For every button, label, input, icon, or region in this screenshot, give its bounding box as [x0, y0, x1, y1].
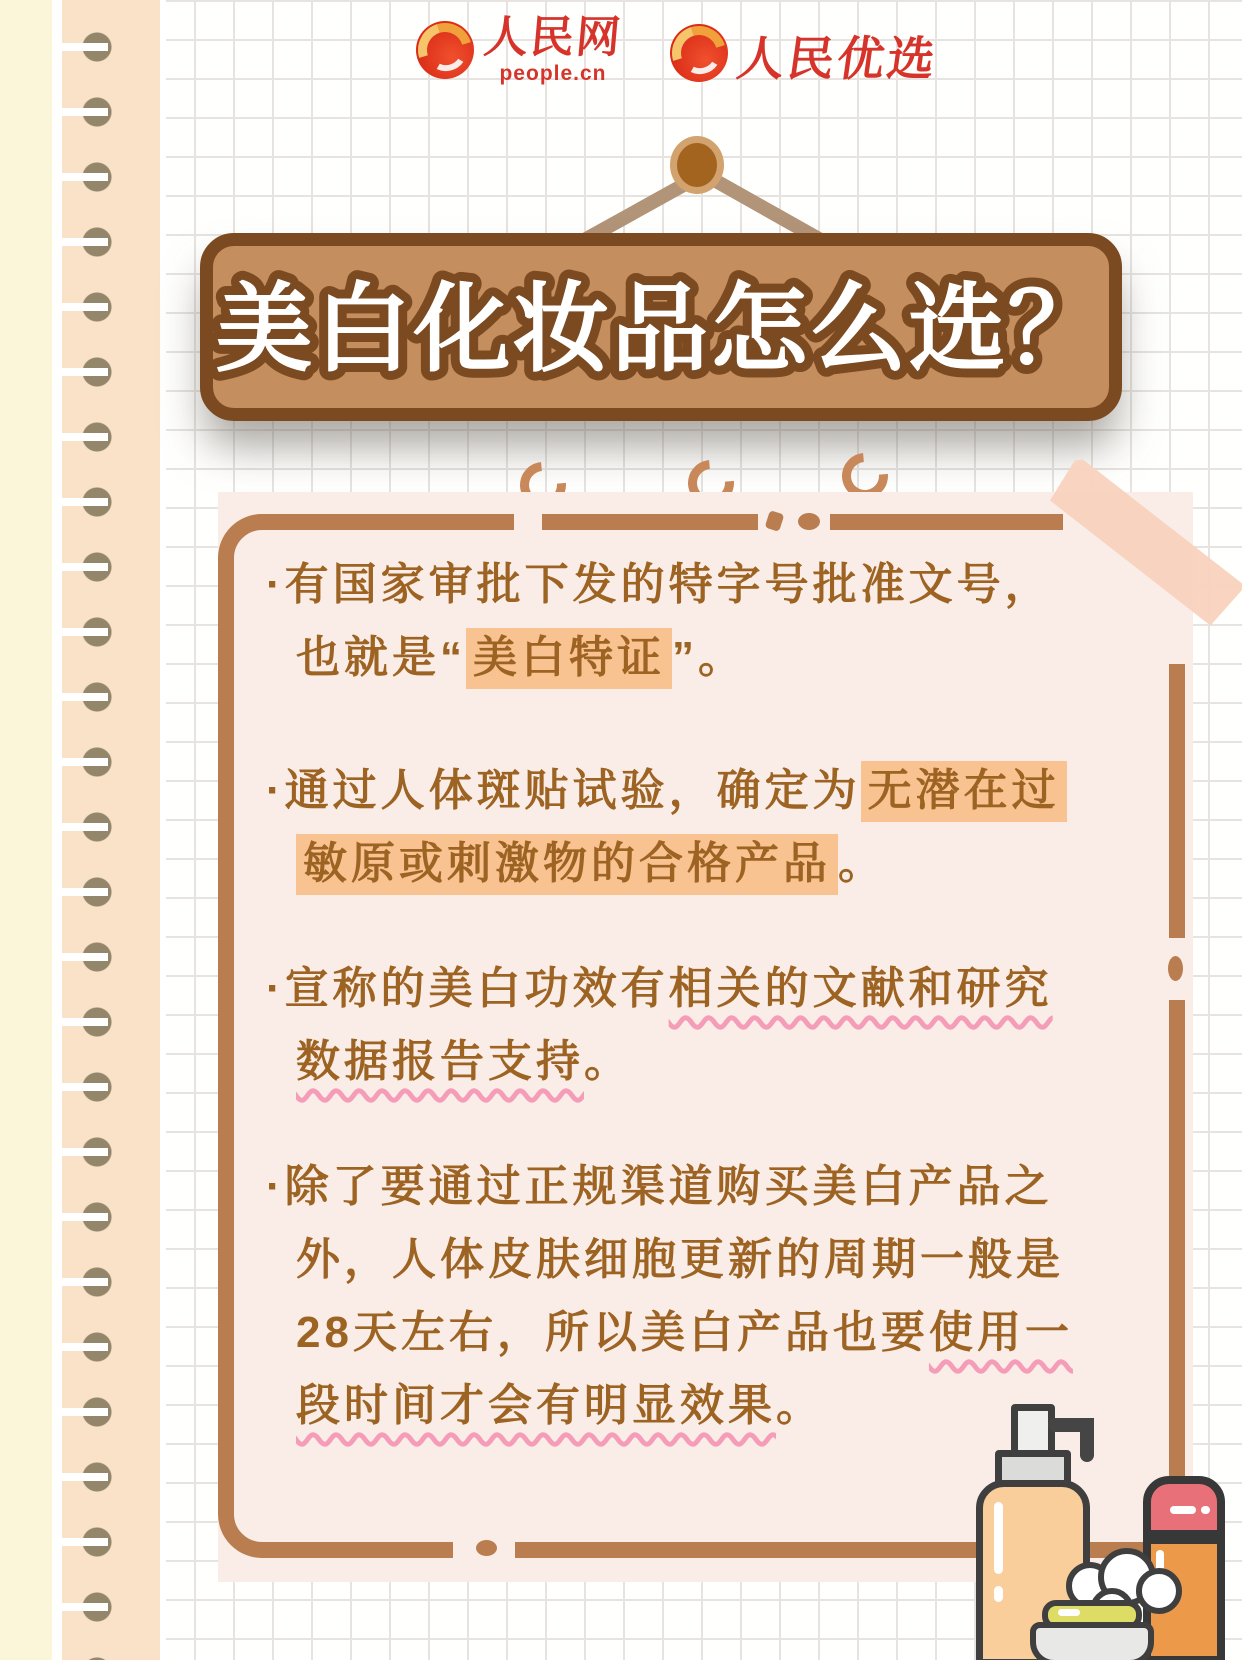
text-segment: 28天左右，所以美白产品也要	[296, 1308, 929, 1357]
sign-hanger-knob	[670, 136, 724, 194]
title-sign-board	[200, 233, 1122, 421]
text-segment: ·通过人体斑贴试验，确定为	[266, 766, 861, 815]
bullet-list	[266, 548, 1186, 1442]
text-segment: 外，人体皮肤细胞更新的周期一般是	[296, 1235, 1064, 1284]
text-segment: 相关的文献和研究	[668, 964, 1053, 1013]
text-segment: 段时间才会有明显效果	[296, 1381, 776, 1430]
text-segment: 美白特证	[466, 628, 672, 689]
people-selection-logo-text: 人民优选	[733, 32, 942, 85]
border-ink-dot	[476, 1540, 497, 1556]
title-sign-svg	[213, 246, 1109, 408]
text-segment: 使用一	[928, 1308, 1073, 1357]
people-cn-domain-text: people.cn	[499, 62, 607, 85]
text-segment: 。	[776, 1381, 824, 1430]
text-segment: ·有国家审批下发的特字号批准文号，	[266, 560, 1053, 609]
text-segment: 。	[584, 1037, 632, 1086]
bullet-paragraph-4	[266, 1150, 1186, 1442]
bullet-paragraph-2	[266, 754, 1186, 900]
text-segment: 无潜在过	[861, 761, 1067, 822]
notebook-spiral-binding	[57, 0, 166, 1660]
people-selection-globe-icon	[670, 24, 728, 82]
text-segment: 敏原或刺激物的合格产品	[296, 834, 838, 895]
people-cn-logo-text: 人民网	[481, 13, 625, 62]
border-ink-dot	[798, 513, 820, 530]
header-logos	[56, 13, 1242, 89]
bullet-paragraph-1	[266, 548, 1186, 694]
text-segment: 数据报告支持	[296, 1037, 584, 1086]
text-segment: ·宣称的美白功效有	[266, 964, 669, 1013]
page-title: 美白化妆品怎么选？	[215, 274, 1107, 384]
text-segment: ”。	[672, 633, 746, 682]
bullet-paragraph-3	[266, 952, 1186, 1098]
notebook-cream-strip	[0, 0, 52, 1660]
people-cn-logo	[416, 13, 625, 85]
people-selection-logo	[670, 16, 942, 89]
text-segment: ·除了要通过正规渠道购买美白产品之	[266, 1162, 1053, 1211]
text-segment: 。	[838, 839, 886, 888]
people-cn-globe-icon	[416, 21, 474, 79]
text-segment: 也就是“	[296, 633, 466, 682]
